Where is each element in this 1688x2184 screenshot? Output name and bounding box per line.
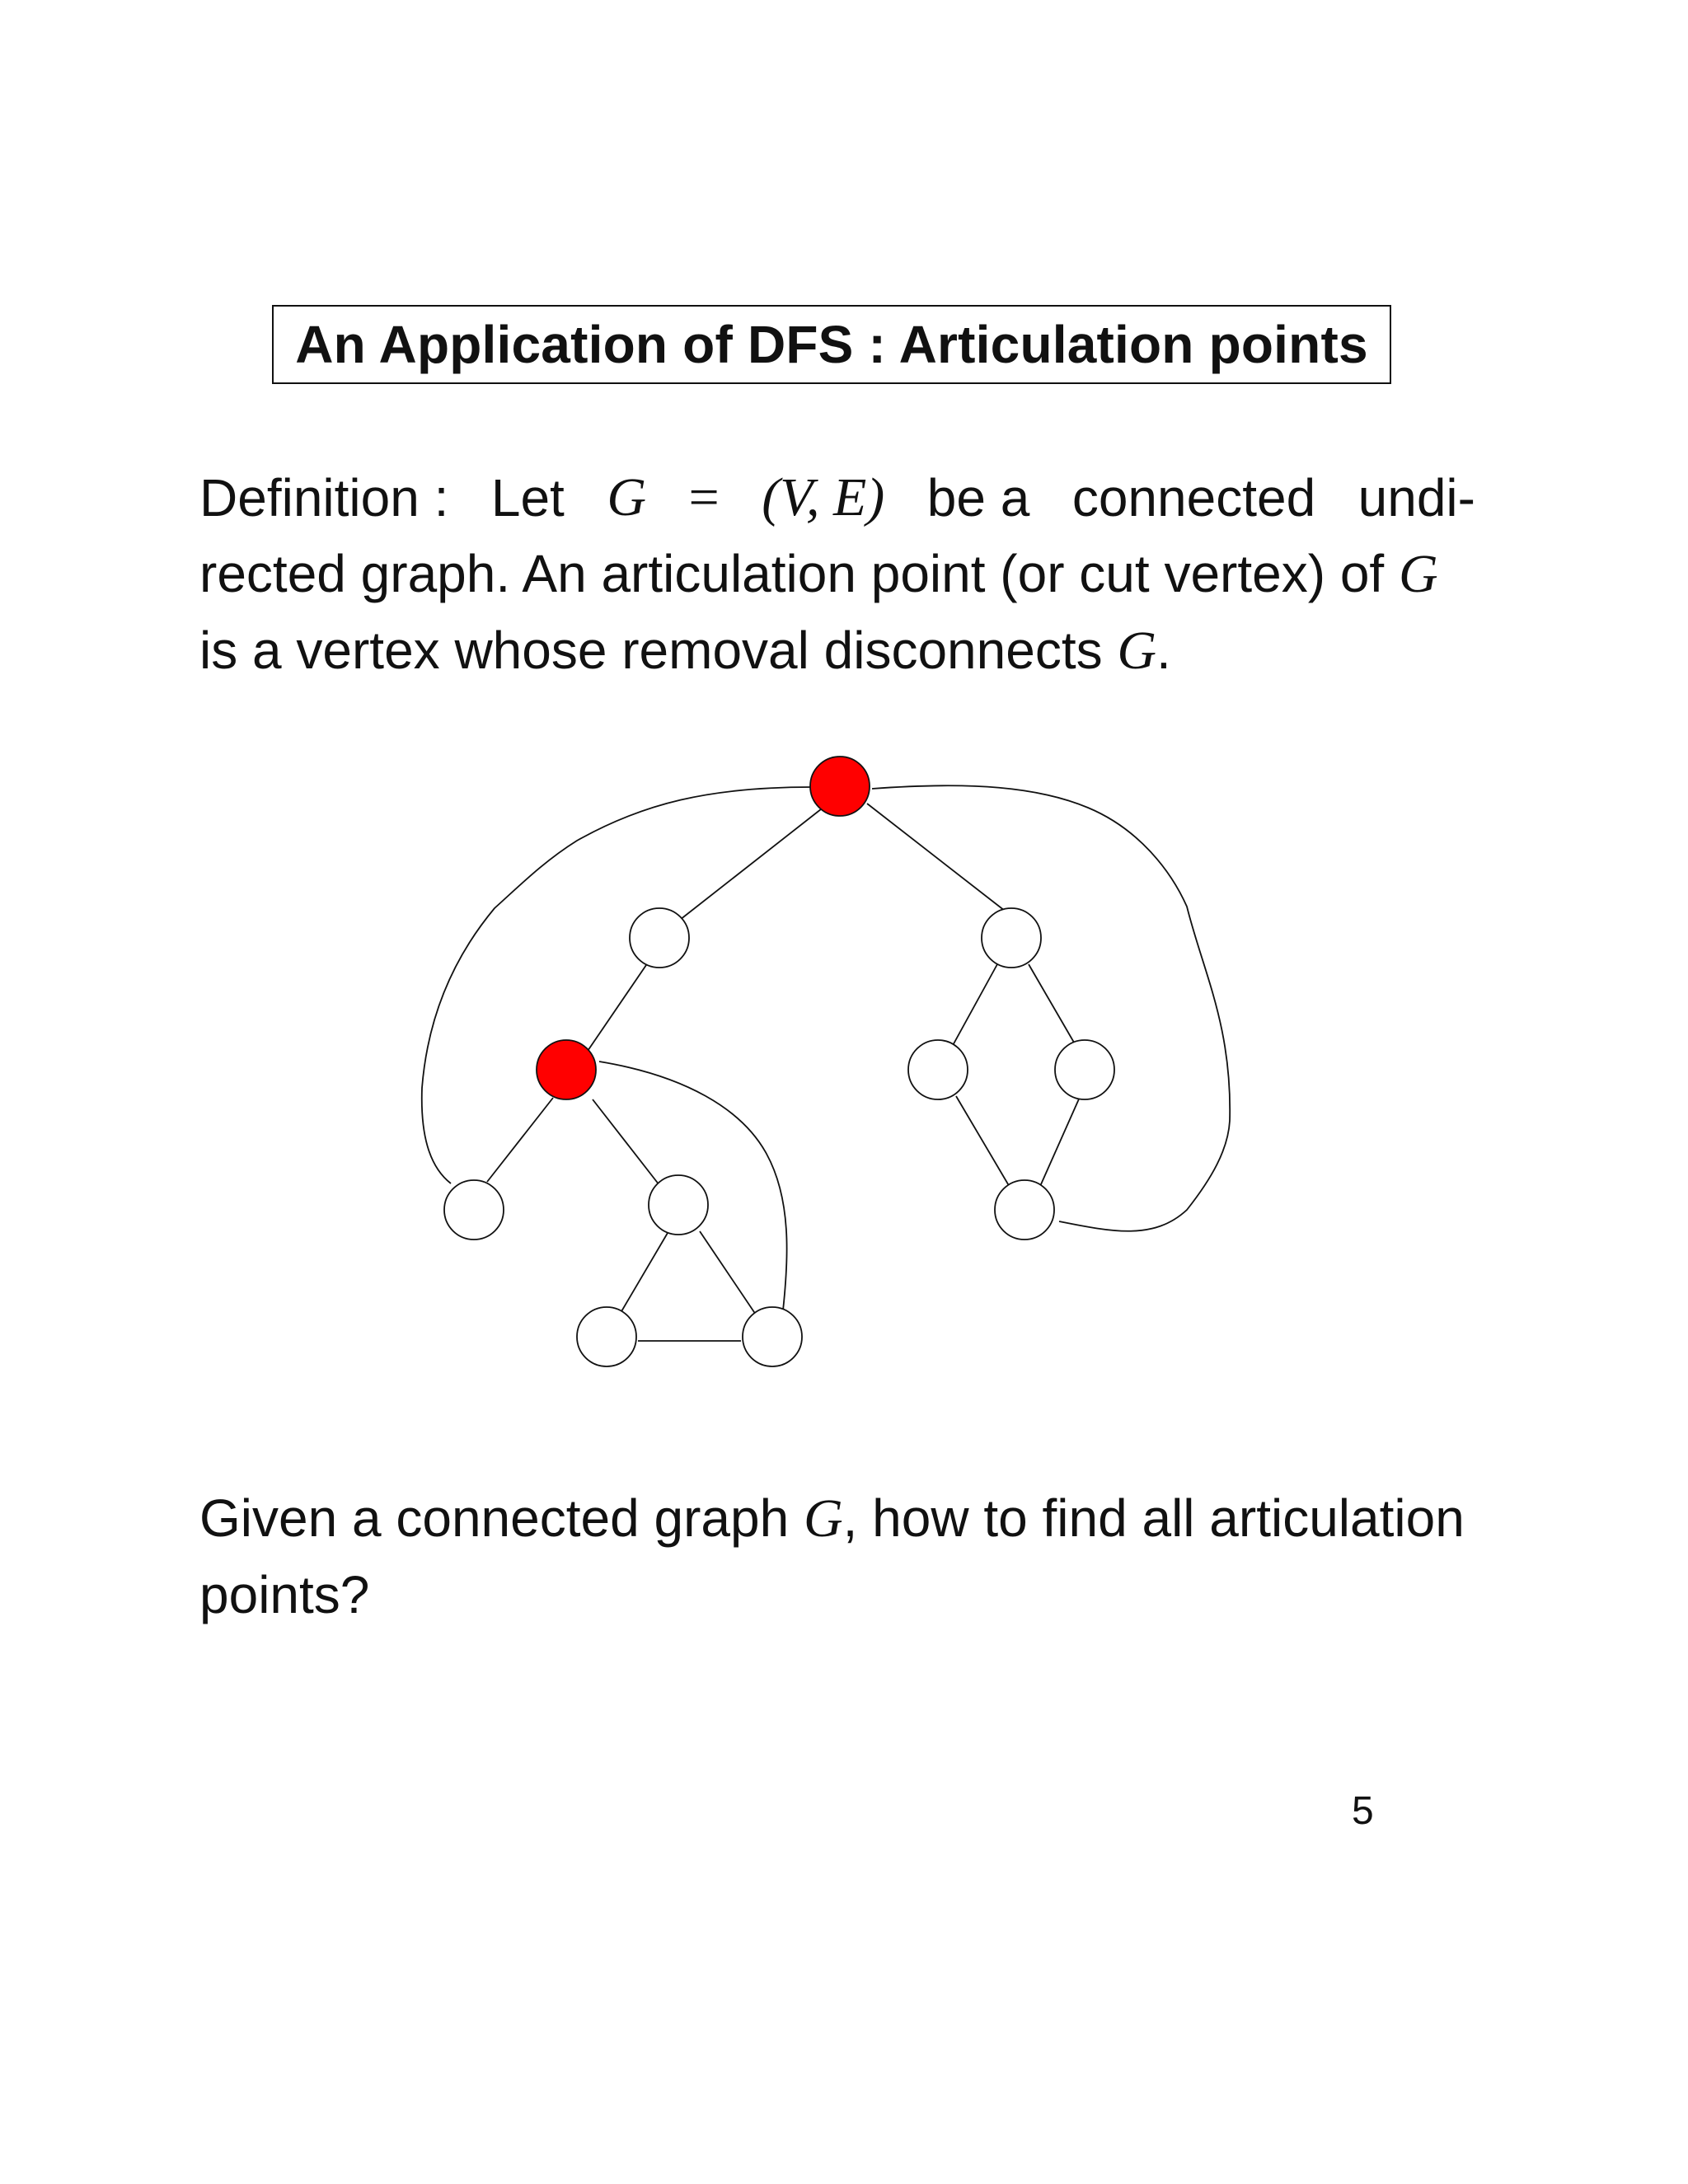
edge-root-left-child	[680, 806, 825, 920]
edge-root-left-leaf-curve	[422, 787, 812, 1183]
edge-right-child-right-mid-right	[1029, 964, 1076, 1047]
edge-center-mid-bottom-left	[618, 1233, 668, 1317]
math-tuple: (V, E)	[762, 467, 885, 527]
node-left-leaf	[444, 1180, 504, 1240]
edge-root-right-bottom-curve	[872, 785, 1230, 1231]
question-line-2: points?	[199, 1565, 370, 1624]
page-number: 5	[1352, 1789, 1374, 1833]
question-line-1	[199, 1480, 1477, 1557]
question-paragraph	[199, 1480, 1477, 1633]
edge-left-child-left-mid	[586, 965, 646, 1053]
definition-period: .	[1156, 621, 1171, 680]
node-root-articulation	[810, 757, 870, 816]
definition-line-2-text: rected graph. An articulation point (or cut vertex) of	[199, 544, 1385, 603]
node-left-child	[630, 908, 689, 968]
math-g: G	[803, 1488, 843, 1549]
edge-left-mid-left-leaf	[487, 1098, 553, 1182]
node-right-mid-right	[1055, 1040, 1114, 1099]
edge-root-right-child	[867, 804, 1012, 916]
node-bottom-right	[743, 1307, 802, 1366]
definition-connected: connected	[1071, 468, 1316, 527]
edge-right-mid-left-right-bottom	[956, 1096, 1013, 1193]
definition-label: Definition :	[199, 468, 449, 527]
definition-undi: undi-	[1357, 468, 1475, 527]
question-line-1-end: , how to find all articulation	[842, 1488, 1465, 1548]
math-equals: =	[688, 467, 720, 527]
node-bottom-left	[577, 1307, 636, 1366]
math-g: G	[1117, 621, 1157, 681]
definition-let: Let	[490, 468, 565, 527]
page-title: An Application of DFS : Articulation points	[295, 315, 1368, 374]
node-right-child	[982, 908, 1041, 968]
node-left-mid-articulation	[537, 1040, 596, 1099]
edge-center-mid-bottom-right	[700, 1231, 759, 1319]
edge-right-child-right-mid-left	[951, 964, 997, 1048]
definition-line-3-text: is a vertex whose removal disconnects	[199, 621, 1103, 680]
node-right-bottom	[995, 1180, 1054, 1240]
edge-left-mid-center-mid	[593, 1099, 659, 1185]
question-line-1-text: Given a connected graph	[199, 1488, 790, 1548]
math-g: G	[607, 467, 646, 527]
node-right-mid-left	[908, 1040, 968, 1099]
node-center-mid	[649, 1175, 708, 1235]
math-g: G	[1398, 544, 1438, 604]
edge-right-mid-right-right-bottom	[1038, 1095, 1081, 1192]
definition-be-a: be a	[926, 468, 1030, 527]
